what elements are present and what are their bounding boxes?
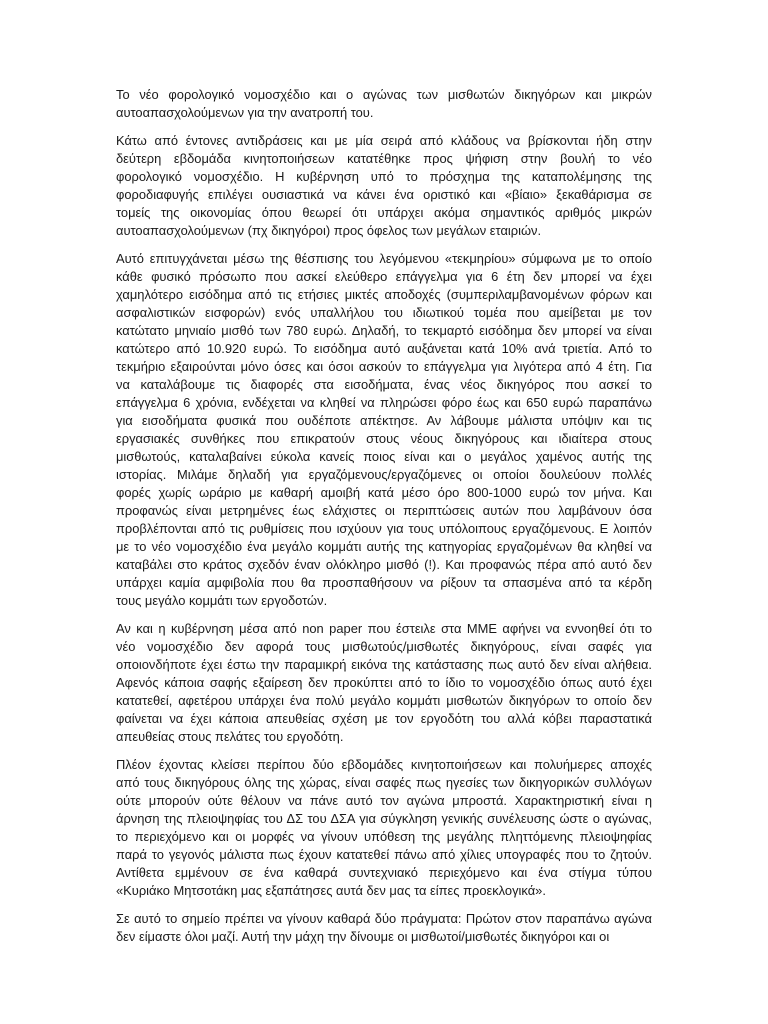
text-line: δεν είμαστε όλοι μαζί. Αυτή την μάχη την δίνουμε οι μισθωτοί/μισθωτές δικηγόροι και οι: [116, 929, 610, 944]
text-line: ούτε μπορούν ούτε θέλουν να πάνε αυτό τον αγώνα μπροστά. Χαρακτηριστική είναι η: [116, 793, 652, 808]
text-line: ιστορίας. Μιλάμε δηλαδή για εργαζόμενους/εργαζόμενες οι οποίοι δουλεύουν πολλές: [116, 467, 652, 482]
text-line: προβλέπονται από τις ρυθμίσεις που ισχύουν για τους υπόλοιπους εργαζόμενους. Ε λοιπόν: [116, 521, 652, 536]
text-line: απευθείας στους πελάτες του εργοδότη.: [116, 729, 344, 744]
text-line: Αυτό επιτυγχάνεται μέσω της θέσπισης του λεγόμενου «τεκμηρίου» σύμφωνα με το οποίο: [116, 251, 652, 266]
text-line: Κάτω από έντονες αντιδράσεις και με μία σειρά από κλάδους να βρίσκονται ήδη στην: [116, 133, 652, 148]
text-line: εργασιακές συνθήκες που επικρατούν στους νέους δικηγόρους και ιδιαίτερα στους: [116, 431, 652, 446]
text-line: κατώτατο μηνιαίο μισθό των 780 ευρώ. Δηλαδή, το τεκμαρτό εισόδημα δεν μπορεί να είναι: [116, 323, 652, 338]
text-line: φορές χωρίς ωράριο με καθαρή αμοιβή κατά μέσο όρο 800-1000 ευρώ τον μήνα. Και: [116, 485, 652, 500]
text-line: Σε αυτό το σημείο πρέπει να γίνουν καθαρά δύο πράγματα: Πρώτον στον παραπάνω αγώνα: [116, 911, 652, 926]
text-line: φοροδιαφυγής επιλέγει ουσιαστικά να κάνει ένα οριστικό και «βίαιο» ξεκαθάρισμα σε: [116, 187, 652, 202]
text-line: τεκμήριο εξαιρούνται μόνο όσες και όσοι ασκούν το επάγγελμα για λιγότερα από 4 έτη. Για: [116, 359, 652, 374]
text-line: να καταλάβουμε τις διαφορές στα εισοδήματα, ένας νέος δικηγόρος που ασκεί το: [116, 377, 652, 392]
text-line: για εισοδήματα φυσικά που ουδέποτε απέκτησε. Αν λάβουμε μάλιστα υπόψιν και τις: [116, 413, 652, 428]
intro-paragraph: [116, 86, 652, 122]
text-line: τομείς της οικονομίας όπου θεωρεί ότι υπάρχει ακόμα σημαντικός αριθμός μικρών: [116, 205, 652, 220]
body-paragraph: [116, 132, 652, 240]
text-line: αυτοαπασχολούμενων (πχ δικηγόροι) προς όφελος των μεγάλων εταιριών.: [116, 223, 542, 238]
text-line: Το νέο φορολογικό νομοσχέδιο και ο αγώνας των μισθωτών δικηγόρων και μικρών: [116, 87, 652, 102]
text-line: προφανώς είναι μετρημένες έως ελάχιστες οι περιπτώσεις αυτών που λαμβάνουν όσα: [116, 503, 652, 518]
text-line: Αν και η κυβέρνηση μέσα από non paper που έστειλε στα ΜΜΕ αφήνει να εννοηθεί ότι το: [116, 621, 652, 636]
text-line: αυτοαπασχολούμενων για την ανατροπή του.: [116, 105, 374, 120]
body-paragraph: [116, 756, 652, 900]
document-page: [116, 86, 652, 956]
text-line: οποιονδήποτε έχει έστω την παραμικρή εικόνα της κατάστασης πως αυτό δεν είναι αλήθεια.: [116, 657, 652, 672]
text-line: από τους δικηγόρους όλης της χώρας, είναι σαφές πως ηγεσίες των δικηγορικών συλλόγων: [116, 775, 652, 790]
text-line: Πλέον έχοντας κλείσει περίπου δύο εβδομάδες κινητοποιήσεων και πολυήμερες αποχές: [116, 757, 652, 772]
text-line: το περιεχόμενο και οι μορφές να γίνουν υπόθεση της μεγάλης πληττόμενης πλειοψηφίας: [116, 829, 652, 844]
text-line: ασφαλιστικών εισφορών) ενός υπαλλήλου του ιδιωτικού τομέα που αμείβεται με τον: [116, 305, 652, 320]
text-line: επάγγελμα 6 χρόνια, ενδέχεται να κληθεί να πληρώσει φόρο έως και 650 ευρώ παραπάνω: [116, 395, 652, 410]
text-line: παρά το γεγονός μάλιστα πως έχουν κατατεθεί πάνω από χίλιες υπογραφές που το ζητούν.: [116, 847, 652, 862]
text-line: άρνηση της πλειοψηφίας του ΔΣ του ΔΣΑ για σύγκληση γενικής συνέλευσης ώστε ο αγώνας,: [116, 811, 652, 826]
text-line: κατατεθεί, αφετέρου υπάρχει ένα πολύ μεγάλο κομμάτι μισθωτών δικηγόρων το οποίο δεν: [116, 693, 652, 708]
text-line: φορολογικό νομοσχέδιο. Η κυβέρνηση υπό το πρόσχημα της καταπολέμησης της: [116, 169, 652, 184]
text-line: υπάρχει καμία αμφιβολία που θα προσπαθήσουν να ρίξουν τα σπασμένα από τα κέρδη: [116, 575, 652, 590]
text-line: χαμηλότερο εισόδημα από τις ετήσιες μικτές αποδοχές (συμπεριλαμβανομένων φόρων και: [116, 287, 652, 302]
body-paragraph: [116, 620, 652, 746]
text-line: καταβάλει στο κράτος σχεδόν έναν ολόκληρο μισθό (!). Και προφανώς πέρα από αυτό δεν: [116, 557, 652, 572]
text-line: με το νέο νομοσχέδιο ένα μεγάλο κομμάτι αυτής της κατηγορίας εργαζομένων θα κληθεί να: [116, 539, 652, 554]
text-line: φαίνεται να έχει κάποια απευθείας σχέση με τον εργοδότη του αλλά κόβει παραστατικά: [116, 711, 652, 726]
body-paragraph: [116, 910, 652, 946]
text-line: κατώτερο από 10.920 ευρώ. Το εισόδημα αυτό αυξάνεται κατά 10% ανά τριετία. Από το: [116, 341, 652, 356]
text-line: μισθωτούς, καταλαβαίνει εύκολα κανείς ποιος είναι και ο μεγάλος χαμένος αυτής της: [116, 449, 652, 464]
text-line: κάθε φυσικό πρόσωπο που ασκεί ελεύθερο επάγγελμα για 6 έτη δεν μπορεί να έχει: [116, 269, 652, 284]
text-line: «Κυριάκο Μητσοτάκη μας εξαπάτησες αυτά δεν μας τα είπες προεκλογικά».: [116, 883, 546, 898]
text-line: τους μεγάλο κομμάτι των εργοδοτών.: [116, 593, 328, 608]
text-line: Αντίθετα εμμένουν σε ένα καθαρά συντεχνιακό περιεχόμενο και ένα στίγμα τύπου: [116, 865, 652, 880]
text-line: δεύτερη εβδομάδα κινητοποιήσεων κατατέθηκε προς ψήφιση στην βουλή το νέο: [116, 151, 652, 166]
text-line: Αφενός κάποια σαφής εξαίρεση δεν προκύπτει από το ίδιο το νομοσχέδιο όπως αυτό έχει: [116, 675, 652, 690]
body-paragraph: [116, 250, 652, 610]
text-line: νέο νομοσχέδιο δεν αφορά τους μισθωτούς/μισθωτές δικηγόρους, είναι σαφές για: [116, 639, 652, 654]
